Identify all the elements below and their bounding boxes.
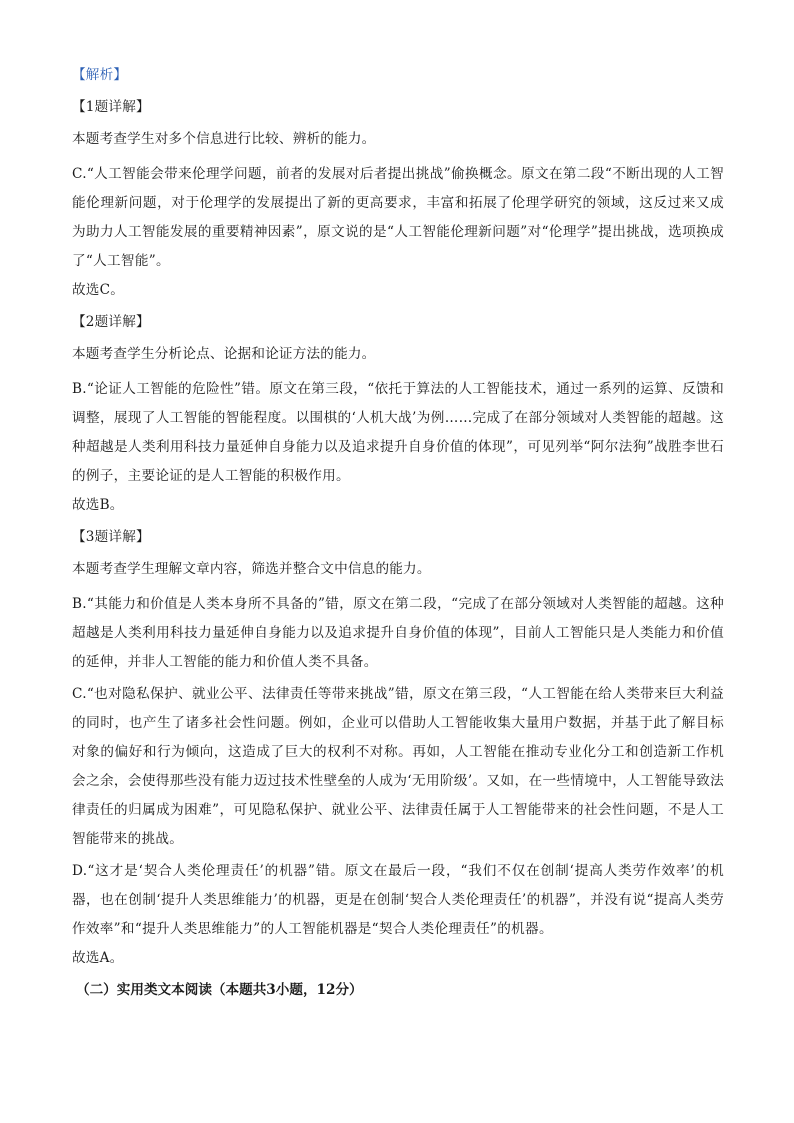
section-title: （二）实用类文本阅读（本题共3小题，12分）	[76, 982, 363, 998]
q1-intro: 本题考查学生对多个信息进行比较、辨析的能力。	[72, 131, 376, 147]
q3-intro: 本题考查学生理解文章内容，筛选并整合文中信息的能力。	[72, 561, 431, 577]
q2-analysis: B.“论证人工智能的危险性”错。原文在第三段，“依托于算法的人工智能技术，通过一系列的运算、反馈和调整，展现了人工智能的智能程度。以围棋的‘人机大战’为例……完成了在部分领域对人类智能的超越。这种超越是人类利用科技力量延伸自身能力以及追求提升自身价值的体现”，可见列举“阿尔法狗”战胜李世石的例子，主要论证的是人工智能的积极作用。	[72, 381, 724, 484]
q3-analysis-b: B.“其能力和价值是人类本身所不具备的”错，原文在第二段，“完成了在部分领域对人类智能的超越。这种超越是人类利用科技力量延伸自身能力以及追求提升自身价值的体现”，目前人工智能只是人类能力和价值的延伸，并非人工智能的能力和价值人类不具备。	[72, 596, 724, 670]
q1-answer: 故选C。	[72, 282, 124, 298]
q1-title: 【1题详解】	[72, 99, 150, 115]
q3-analysis-c: C.“也对隐私保护、就业公平、法律责任等带来挑战”错，原文在第三段，“人工智能在给人类带来巨大利益的同时，也产生了诸多社会性问题。例如，企业可以借助人工智能收集大量用户数据，并基于此了解目标对象的偏好和行为倾向，这造成了巨大的权利不对称。再如，人工智能在推动专业化分工和创造新工作机会之余，会使得那些没有能力迈过技术性壁垒的人成为‘无用阶级’。又如，在一些情境中，人工智能导致法律责任的归属成为困难”，可见隐私保护、就业公平、法律责任属于人工智能带来的社会性问题，不是人工智能带来的挑战。	[72, 686, 724, 847]
q3-analysis-d: D.“这才是‘契合人类伦理责任’的机器”错。原文在最后一段，“我们不仅在创制‘提高人类劳作效率’的机器，也在创制‘提升人类思维能力’的机器，更是在创制‘契合人类伦理责任’的机器”，并没有说“提高人类劳作效率”和“提升人类思维能力”的人工智能机器是“契合人类伦理责任”的机器。	[72, 863, 724, 937]
document-page	[72, 64, 724, 1001]
q2-intro: 本题考查学生分析论点、论据和论证方法的能力。	[72, 346, 376, 362]
q2-title: 【2题详解】	[72, 314, 150, 330]
q2-answer: 故选B。	[72, 497, 124, 513]
analysis-header: 【解析】	[72, 67, 128, 83]
q1-analysis: C.“人工智能会带来伦理学问题，前者的发展对后者提出挑战”偷换概念。原文在第二段“不断出现的人工智能伦理新问题，对于伦理学的发展提出了新的更高要求，丰富和拓展了伦理学研究的领域，这反过来又成为助力人工智能发展的重要精神因素”，原文说的是“人工智能伦理新问题”对“伦理学”提出挑战，选项换成了“人工智能”。	[72, 166, 724, 269]
q3-answer: 故选A。	[72, 950, 124, 966]
q3-title: 【3题详解】	[72, 529, 150, 545]
